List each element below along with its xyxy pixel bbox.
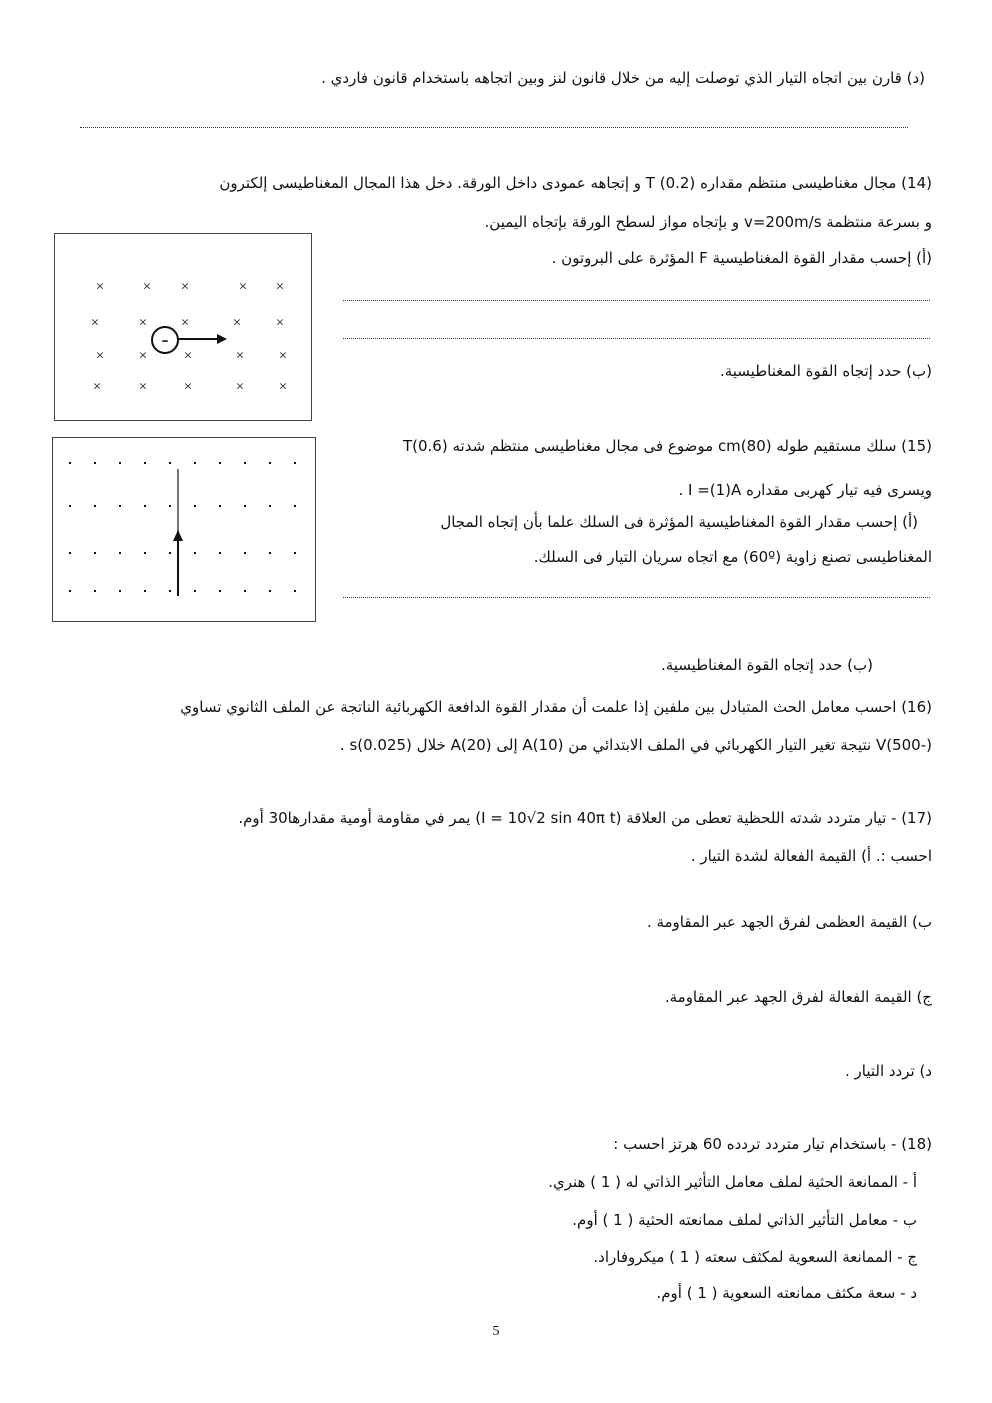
field-into-page-icon: × — [92, 379, 102, 393]
field-out-of-page-icon — [244, 505, 246, 507]
field-into-page-icon: × — [138, 315, 148, 329]
q17-part-c: ج) القيمة الفعالة لفرق الجهد عبر المقاومة. — [664, 988, 932, 1006]
field-out-of-page-icon — [269, 462, 271, 464]
field-into-page-icon: × — [138, 348, 148, 362]
field-out-of-page-icon — [219, 552, 221, 554]
field-out-of-page-icon — [194, 505, 196, 507]
field-out-of-page-icon — [69, 590, 71, 592]
field-out-of-page-icon — [244, 552, 246, 554]
field-out-of-page-icon — [119, 590, 121, 592]
q16-line1: (16) احسب معامل الحث المتبادل بين ملفين إذا علمت أن مقدار القوة الدافعة الكهربائية الناتجة عن الملف الثانوي تساوي — [180, 698, 932, 716]
field-out-of-page-icon — [119, 462, 121, 464]
q15-part-a2: المغناطيسى تصنع زاوية (60º) مع اتجاه سريان التيار فى السلك. — [533, 548, 932, 566]
field-out-of-page-icon — [269, 505, 271, 507]
field-into-page-icon: × — [90, 315, 100, 329]
magnetic-field-into-page-diagram — [54, 233, 312, 421]
q17-line1: (17) - تيار متردد شدته اللحظية تعطى من العلاقة (I = 10√2 sin 40π t) يمر في مقاومة أومية مقدارها30 أوم. — [238, 809, 932, 827]
field-out-of-page-icon — [69, 462, 71, 464]
answer-line — [80, 127, 908, 128]
q18-item-b: ب - معامل التأثير الذاتي لملف ممانعته الحثية ( 1 ) أوم. — [572, 1211, 917, 1229]
q14-line1: (14) مجال مغناطيسى منتظم مقداره T (0.2) و إتجاهه عمودى داخل الورقة. دخل هذا المجال المغناطيسى إلكترون — [219, 174, 932, 192]
velocity-arrowhead — [217, 334, 227, 344]
field-out-of-page-icon — [69, 505, 71, 507]
field-into-page-icon: × — [278, 379, 288, 393]
field-out-of-page-icon — [269, 590, 271, 592]
q16-line2: V(500-) نتيجة تغير التيار الكهربائي في الملف الابتدائي من A(10) إلى A(20) خلال s(0.025) . — [339, 736, 932, 754]
q15-line2: ويسرى فيه تيار كهربى مقداره I =(1)A . — [678, 481, 932, 499]
q13-part-d: (د) قارن بين اتجاه التيار الذي توصلت إليه من خلال قانون لنز وبين اتجاهه باستخدام قانون فاردي . — [321, 69, 925, 87]
field-into-page-icon: × — [238, 279, 248, 293]
field-out-of-page-icon — [219, 462, 221, 464]
q18-item-d: د - سعة مكثف ممانعته السعوية ( 1 ) أوم. — [656, 1284, 917, 1302]
current-arrowhead — [173, 530, 183, 541]
field-out-of-page-icon — [94, 505, 96, 507]
field-out-of-page-icon — [119, 505, 121, 507]
magnetic-field-out-of-page-diagram — [52, 437, 316, 622]
field-out-of-page-icon — [294, 462, 296, 464]
q18-item-c: ج - الممانعة السعوية لمكثف سعته ( 1 ) ميكروفاراد. — [593, 1248, 917, 1266]
field-into-page-icon: × — [95, 279, 105, 293]
field-into-page-icon: × — [275, 315, 285, 329]
field-into-page-icon: × — [180, 315, 190, 329]
q14-line2: و بسرعة منتظمة v=200m/s و بإتجاه مواز لسطح الورقة بإتجاه اليمين. — [484, 213, 932, 231]
field-out-of-page-icon — [269, 552, 271, 554]
answer-line — [343, 338, 930, 339]
q15-line1: (15) سلك مستقيم طوله cm(80) موضوع فى مجال مغناطيسى منتظم شدته T(0.6) — [402, 437, 932, 455]
field-out-of-page-icon — [169, 590, 171, 592]
page-number: 5 — [492, 1324, 500, 1339]
field-out-of-page-icon — [219, 505, 221, 507]
field-out-of-page-icon — [294, 590, 296, 592]
wire-current-figure — [53, 438, 315, 621]
field-into-page-icon: × — [183, 348, 193, 362]
field-into-page-icon: × — [95, 348, 105, 362]
field-into-page-icon: × — [142, 279, 152, 293]
field-out-of-page-icon — [94, 590, 96, 592]
field-out-of-page-icon — [144, 505, 146, 507]
q18-line1: (18) - باستخدام تيار متردد تردده 60 هرتز احسب : — [613, 1135, 932, 1153]
field-out-of-page-icon — [144, 462, 146, 464]
field-out-of-page-icon — [94, 552, 96, 554]
field-out-of-page-icon — [294, 552, 296, 554]
field-out-of-page-icon — [144, 552, 146, 554]
field-into-page-icon: × — [275, 279, 285, 293]
field-into-page-icon: × — [180, 279, 190, 293]
charge-sign: – — [161, 333, 169, 349]
field-into-page-icon: × — [232, 315, 242, 329]
field-into-page-icon: × — [138, 379, 148, 393]
field-out-of-page-icon — [194, 590, 196, 592]
field-out-of-page-icon — [69, 552, 71, 554]
answer-line — [343, 597, 930, 598]
field-into-page-icon: × — [235, 379, 245, 393]
field-into-page-icon: × — [235, 348, 245, 362]
answer-line — [343, 300, 930, 301]
field-out-of-page-icon — [169, 552, 171, 554]
field-into-page-icon: × — [183, 379, 193, 393]
field-out-of-page-icon — [294, 505, 296, 507]
q15-part-b: (ب) حدد إتجاه القوة المغناطيسية. — [660, 656, 873, 674]
field-out-of-page-icon — [194, 552, 196, 554]
q17-part-a: احسب :. أ) القيمة الفعالة لشدة التيار . — [690, 847, 932, 865]
q17-part-b: ب) القيمة العظمى لفرق الجهد عبر المقاومة . — [646, 913, 932, 931]
field-out-of-page-icon — [94, 462, 96, 464]
field-out-of-page-icon — [169, 505, 171, 507]
field-into-page-icon: × — [278, 348, 288, 362]
field-out-of-page-icon — [169, 462, 171, 464]
field-out-of-page-icon — [144, 590, 146, 592]
field-out-of-page-icon — [219, 590, 221, 592]
q14-part-b: (ب) حدد إتجاه القوة المغناطيسية. — [719, 362, 932, 380]
field-out-of-page-icon — [244, 590, 246, 592]
field-out-of-page-icon — [194, 462, 196, 464]
q17-part-d: د) تردد التيار . — [844, 1062, 932, 1080]
field-out-of-page-icon — [119, 552, 121, 554]
q14-part-a: (أ) إحسب مقدار القوة المغناطيسية F المؤثرة على البروتون . — [551, 249, 932, 267]
q15-part-a1: (أ) إحسب مقدار القوة المغناطيسية المؤثرة فى السلك علما بأن إتجاه المجال — [440, 513, 918, 531]
field-out-of-page-icon — [244, 462, 246, 464]
q18-item-a: أ - الممانعة الحثية لملف معامل التأثير الذاتي له ( 1 ) هنري. — [548, 1173, 917, 1191]
